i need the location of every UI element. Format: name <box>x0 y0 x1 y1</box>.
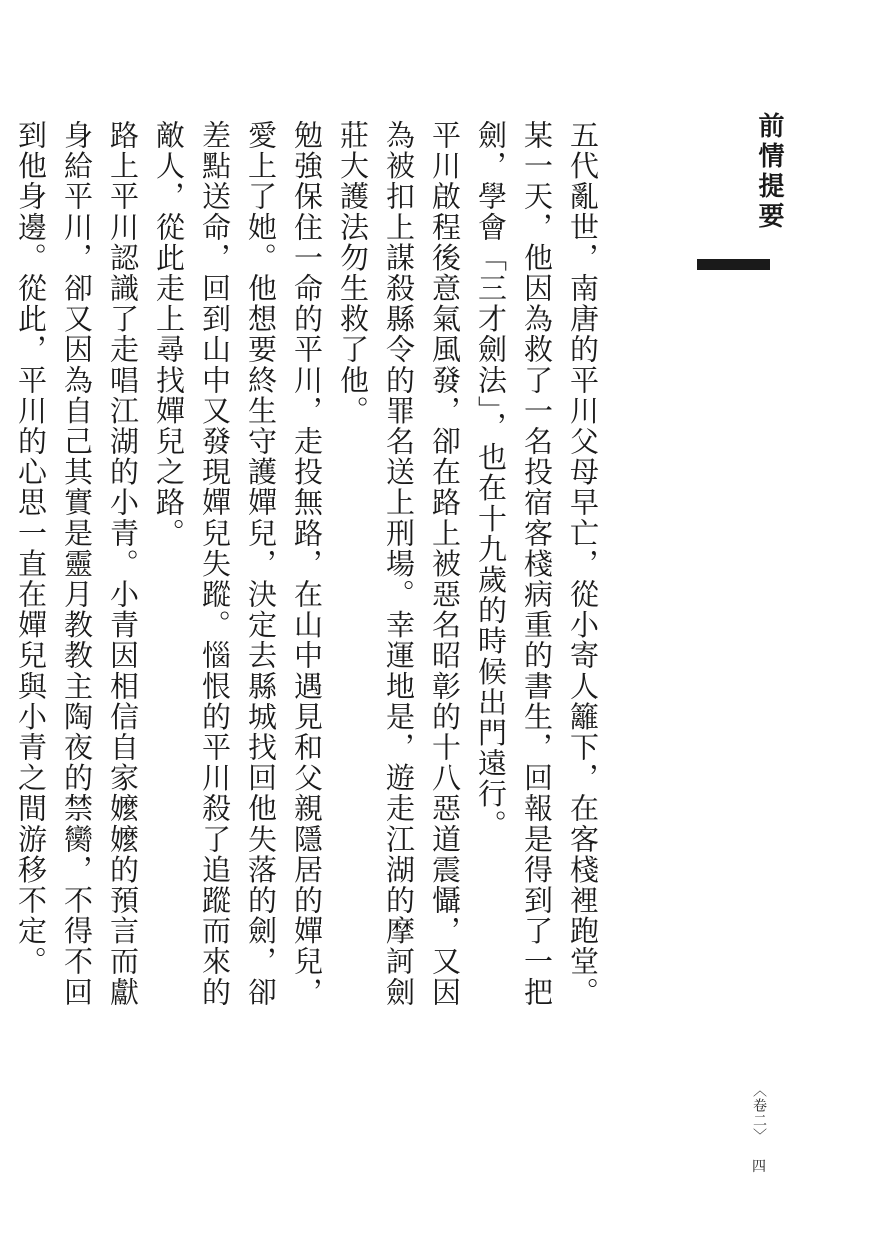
page-number: 四 <box>752 1159 766 1175</box>
paragraph-1: 五代亂世，南唐的平川父母早亡，從小寄人籬下，在客棧裡跑堂。 <box>566 120 600 1008</box>
paragraph-2: 某一天，他因為救了一名投宿客棧病重的書生，回報是得到了一把劍，學會「三才劍法」，也在十九歲的時候出門遠行。 <box>474 120 554 1008</box>
paragraph-5: 路上平川認識了走唱江湖的小青。小青因相信自家嬤嬤的預言而獻身給平川，卻又因為自己其實是靈月教教主陶夜的禁臠，不得不回到他身邊。從此，平川的心思一直在嬋兒與小青之間游移不定。 <box>14 120 140 1008</box>
title-divider-bar <box>697 259 770 270</box>
paragraph-4: 勉強保住一命的平川，走投無路，在山中遇見和父親隱居的嬋兒，愛上了她。他想要終生守護嬋兒，決定去縣城找回他失落的劍，卻差點送命，回到山中又發現嬋兒失蹤。惱恨的平川殺了追蹤而來的敵人，從此走上尋找嬋兒之路。 <box>152 120 324 1008</box>
section-title: 前情提要 <box>754 112 784 232</box>
paragraph-3: 平川啟程後意氣風發，卻在路上被惡名昭彰的十八惡道震懾，又因為被扣上謀殺縣令的罪名送上刑場。幸運地是，遊走江湖的摩訶劍莊大護法勿生救了他。 <box>336 120 462 1008</box>
volume-label: 〈卷二〉 <box>751 1083 767 1143</box>
synopsis-body <box>8 120 606 1020</box>
